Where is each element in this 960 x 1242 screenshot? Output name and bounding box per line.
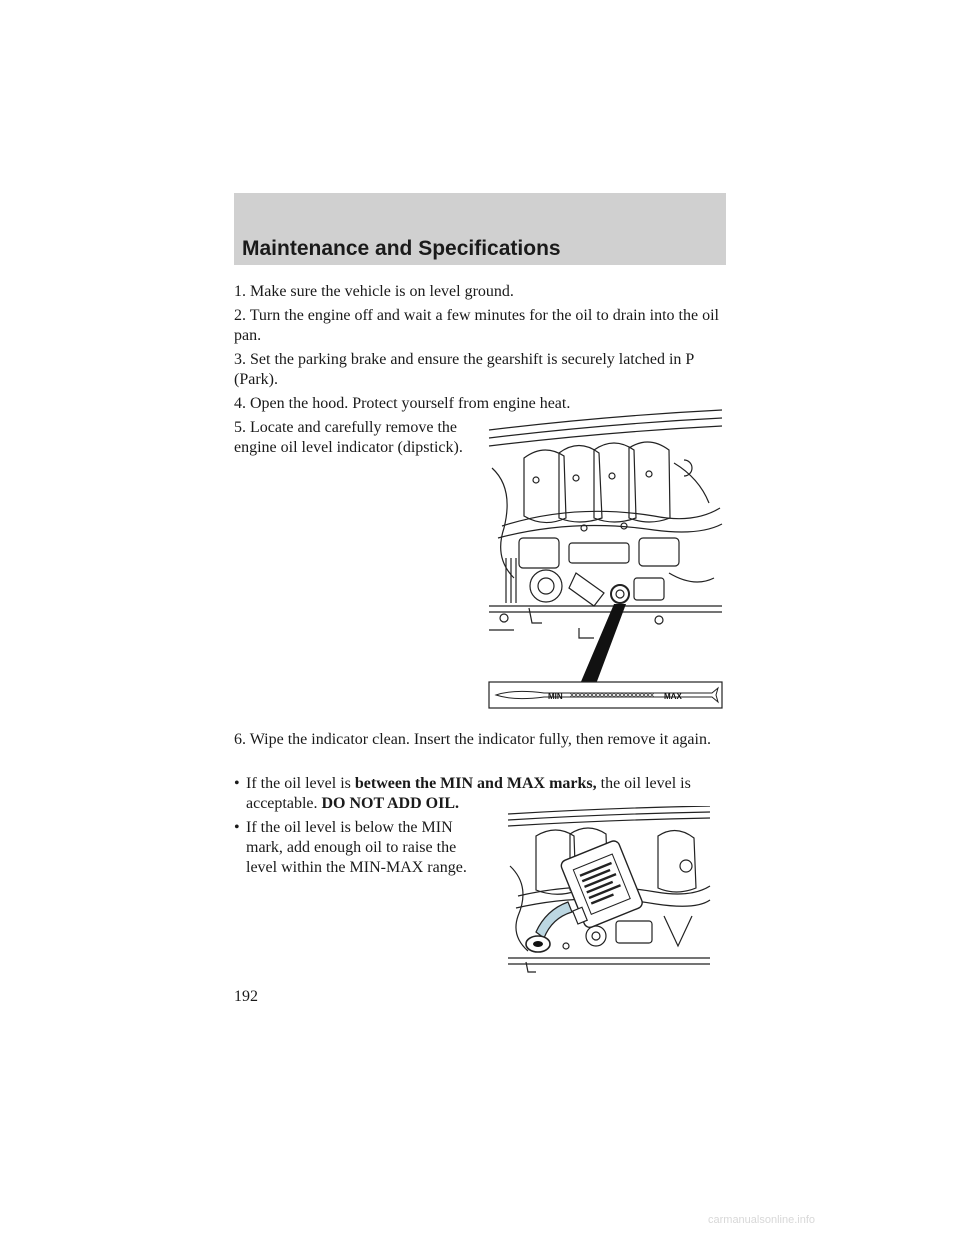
add-oil-figure (506, 806, 712, 974)
step-6: 6. Wipe the indicator clean. Insert the indicator fully, then remove it again. (234, 731, 711, 748)
bullet-add-oil (234, 818, 474, 878)
dipstick-max-label: MAX (664, 692, 682, 701)
bullet-glyph: • (234, 819, 240, 836)
bullet-1-warning: DO NOT ADD OIL. (321, 795, 460, 812)
engine-dipstick-figure (484, 408, 726, 710)
bullet-1-text: If the oil level is (246, 775, 355, 792)
bullet-2-text: If the oil level is below the MIN mark, add enough oil to raise the level within the MIN-MAX range. (246, 819, 467, 876)
step-3: 3. Set the parking brake and ensure the gearshift is securely latched in P (Park). (234, 351, 694, 388)
bullet-1-text-2: the oil level is acceptable. (246, 775, 691, 812)
step-4: 4. Open the hood. Protect yourself from engine heat. (234, 395, 571, 412)
bullet-glyph: • (234, 775, 240, 792)
bullet-1-emphasis: between the MIN and MAX marks, (354, 775, 597, 792)
section-header (234, 193, 726, 265)
watermark: carmanualsonline.info (708, 1214, 816, 1226)
step-5: 5. Locate and carefully remove the engine oil level indicator (dipstick). (234, 419, 463, 456)
section-title: Maintenance and Specifications (242, 237, 561, 260)
step-2: 2. Turn the engine off and wait a few minutes for the oil to drain into the oil pan. (234, 307, 719, 344)
dipstick-min-label: MIN (548, 692, 563, 701)
step-1: 1. Make sure the vehicle is on level ground. (234, 283, 514, 300)
page-number: 192 (234, 988, 258, 1005)
